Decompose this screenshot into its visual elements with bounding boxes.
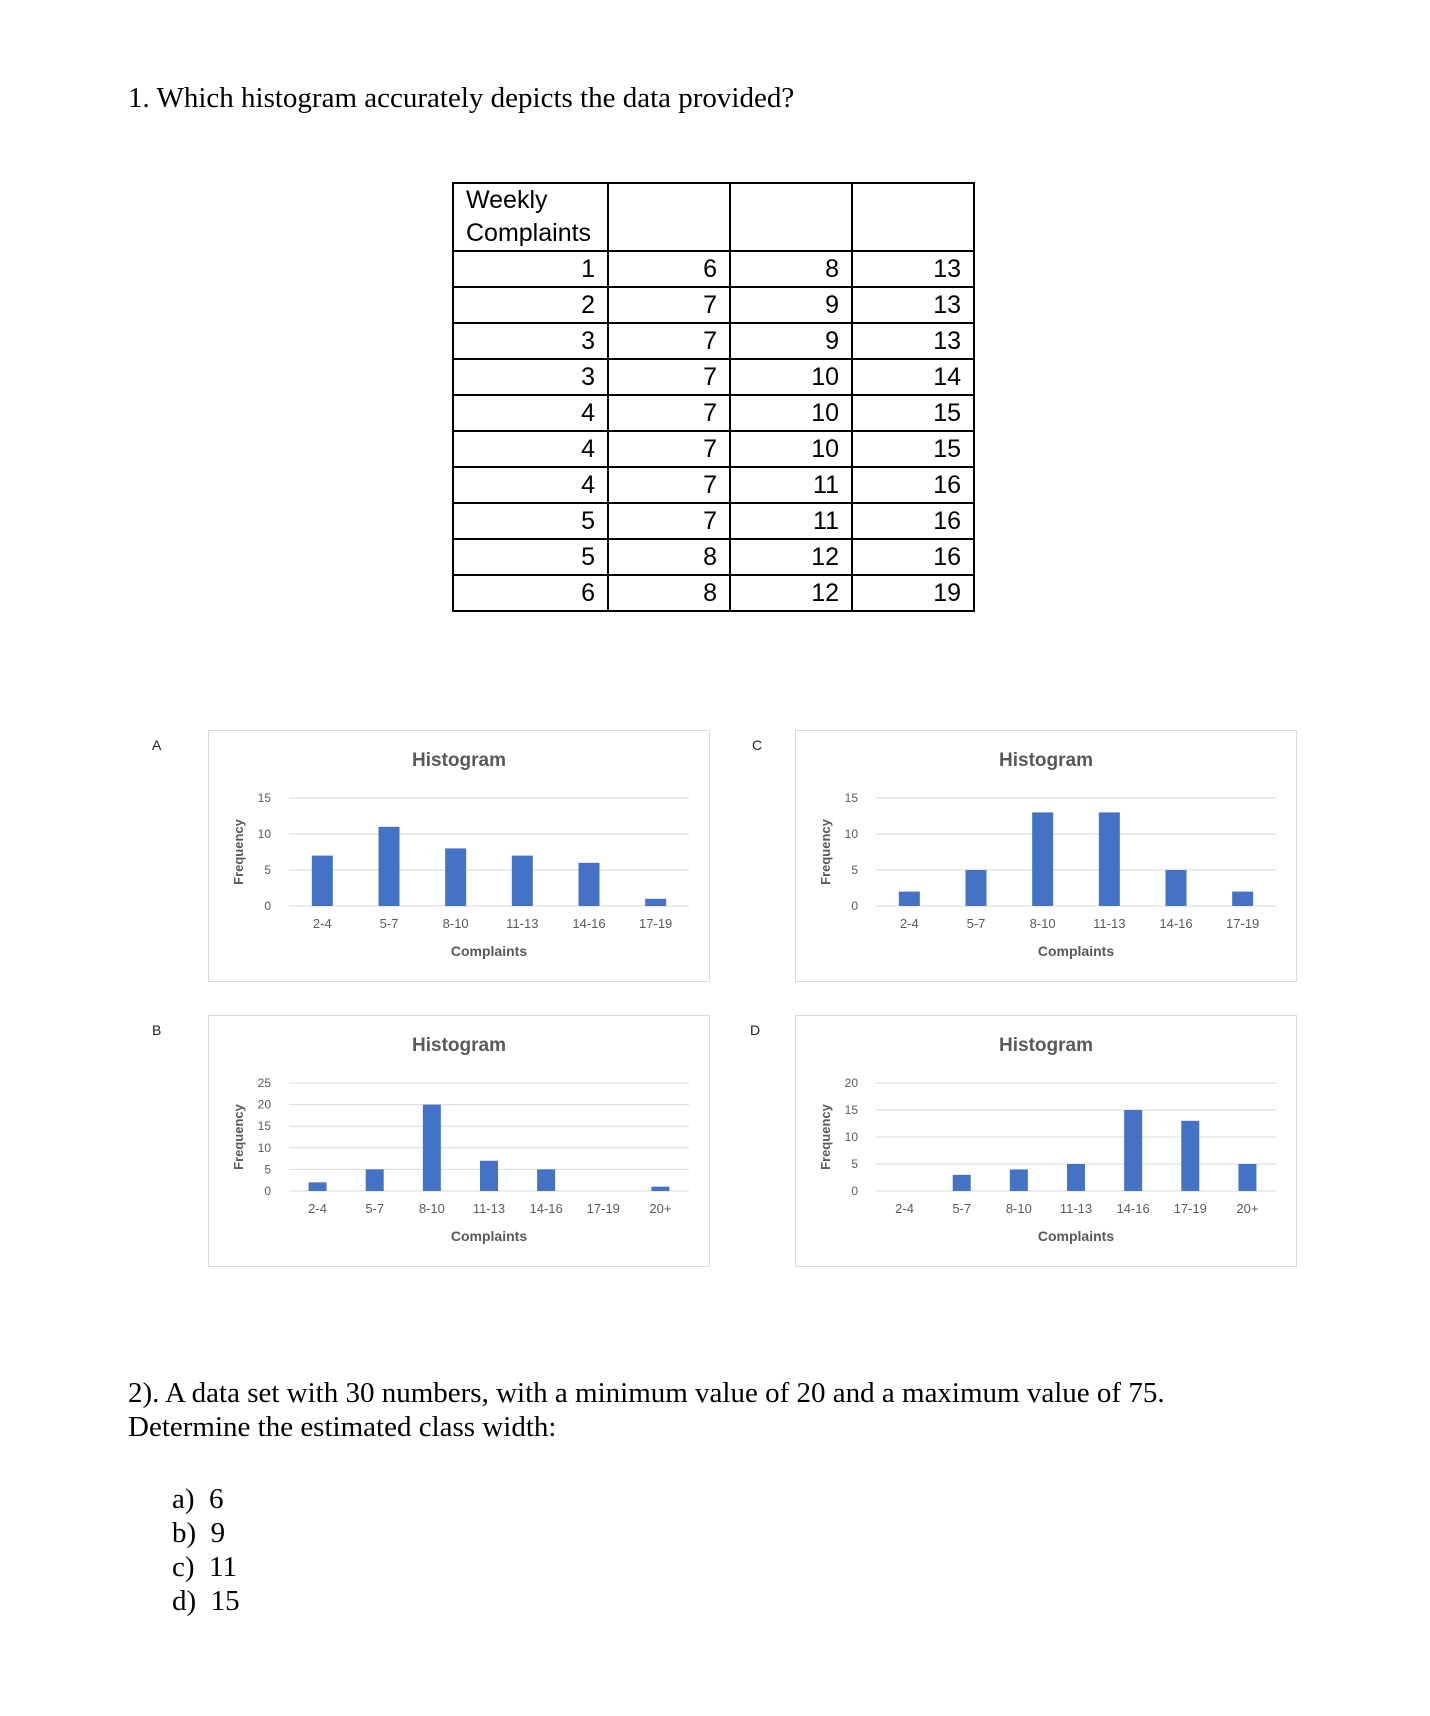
histogram-bar [1010, 1169, 1028, 1191]
y-axis-label: Frequency [231, 819, 246, 885]
histogram-bar [512, 856, 533, 906]
y-axis-label: Frequency [231, 1104, 246, 1170]
y-tick-label: 0 [264, 1184, 271, 1198]
table-header-row [453, 183, 974, 251]
histogram-bar [651, 1187, 669, 1191]
y-tick-label: 0 [851, 899, 858, 913]
histogram-bar [480, 1161, 498, 1191]
y-tick-label: 15 [844, 1103, 858, 1117]
chart-title: Histogram [412, 1035, 506, 1056]
histogram-bar [423, 1105, 441, 1191]
histogram-c [795, 730, 1297, 982]
y-tick-label: 5 [264, 1162, 271, 1177]
x-tick-label: 8-10 [418, 1201, 445, 1216]
header-line-1: Weekly [466, 186, 548, 214]
table-cell: 12 [730, 539, 852, 575]
table-cell: 15 [852, 431, 974, 467]
complaints-table [452, 182, 975, 612]
histogram-bar [645, 899, 666, 906]
table-cell: 9 [730, 287, 852, 323]
y-tick-label: 15 [257, 791, 271, 805]
y-tick-label: 5 [851, 1157, 858, 1171]
x-tick-label: 5-7 [379, 916, 399, 931]
x-tick-label: 2-4 [308, 1201, 327, 1216]
table-row [453, 431, 974, 467]
histogram-bar [379, 827, 400, 906]
table-row [453, 287, 974, 323]
table-header-blank [852, 183, 974, 251]
table-cell: 16 [852, 539, 974, 575]
table-cell: 19 [852, 575, 974, 611]
x-axis-label: Complaints [1037, 943, 1115, 959]
x-tick-label: 20+ [1236, 1201, 1259, 1216]
y-tick-label: 15 [257, 1119, 271, 1134]
table-cell: 2 [453, 287, 608, 323]
histogram-bar [1232, 892, 1253, 906]
x-tick-label: 2-4 [312, 916, 332, 931]
histogram-bar [1166, 870, 1187, 906]
y-tick-label: 15 [844, 791, 858, 805]
choice-a[interactable]: a) 6 [172, 1483, 224, 1515]
x-tick-label: 11-13 [472, 1201, 506, 1216]
x-tick-label: 17-19 [586, 1201, 620, 1216]
table-row [453, 539, 974, 575]
y-tick-label: 5 [264, 863, 271, 877]
choice-b[interactable]: b) 9 [172, 1517, 226, 1549]
table-cell: 10 [730, 359, 852, 395]
table-cell: 16 [852, 467, 974, 503]
x-tick-label: 14-16 [572, 916, 606, 931]
x-tick-label: 17-19 [1173, 1201, 1207, 1216]
histogram-bar [309, 1182, 327, 1191]
histogram-bar [966, 870, 987, 906]
table-cell: 7 [608, 503, 730, 539]
table-cell: 10 [730, 395, 852, 431]
x-tick-label: 20+ [649, 1201, 672, 1216]
histogram-bar [1238, 1164, 1256, 1191]
histogram-bar [537, 1169, 555, 1191]
table-cell: 13 [852, 251, 974, 287]
x-tick-label: 14-16 [1159, 916, 1193, 931]
y-tick-label: 20 [844, 1076, 858, 1090]
x-axis-label: Complaints [1037, 1228, 1115, 1244]
table-cell: 7 [608, 431, 730, 467]
histogram-bar [1067, 1164, 1085, 1191]
table-row [453, 323, 974, 359]
table-cell: 11 [730, 503, 852, 539]
histogram-d [795, 1015, 1297, 1267]
histogram-b [208, 1015, 710, 1267]
table-cell: 4 [453, 467, 608, 503]
x-tick-label: 11-13 [506, 916, 539, 931]
table-cell: 9 [730, 323, 852, 359]
chart-title: Histogram [412, 750, 506, 771]
x-axis-label: Complaints [450, 1228, 528, 1244]
table-cell: 7 [608, 323, 730, 359]
histogram-a [208, 730, 710, 982]
question-2-line-1: 2). A data set with 30 numbers, with a minimum value of 20 and a maximum value of 75. [128, 1377, 1165, 1409]
histogram-bar [579, 863, 600, 906]
table-cell: 7 [608, 467, 730, 503]
choice-d[interactable]: d) 15 [172, 1585, 240, 1617]
table-cell: 10 [730, 431, 852, 467]
table-header-cell [453, 183, 608, 251]
table-cell: 12 [730, 575, 852, 611]
table-cell: 5 [453, 503, 608, 539]
y-tick-label: 0 [851, 1184, 858, 1198]
option-letter-c: C [752, 737, 763, 753]
table-row [453, 503, 974, 539]
y-axis-label: Frequency [818, 1104, 833, 1170]
table-cell: 1 [453, 251, 608, 287]
question-1: 1. Which histogram accurately depicts the data provided? [128, 82, 795, 114]
y-axis-label: Frequency [818, 819, 833, 885]
option-letter-a: A [152, 737, 162, 753]
table-row [453, 251, 974, 287]
x-tick-label: 17-19 [639, 916, 673, 931]
answer-choices [172, 1482, 240, 1618]
table-cell: 7 [608, 395, 730, 431]
table-header-blank [608, 183, 730, 251]
chart-title: Histogram [999, 750, 1093, 771]
question-2-line-2: Determine the estimated class width: [128, 1411, 557, 1443]
table-cell: 6 [453, 575, 608, 611]
table-row [453, 395, 974, 431]
header-line-2: Complaints [466, 219, 592, 247]
x-tick-label: 2-4 [895, 1201, 914, 1216]
table-cell: 8 [608, 539, 730, 575]
histogram-bar [953, 1175, 971, 1191]
table-cell: 3 [453, 359, 608, 395]
x-tick-label: 8-10 [442, 916, 469, 931]
table-cell: 5 [453, 539, 608, 575]
y-tick-label: 20 [257, 1097, 271, 1112]
histogram-bar [899, 892, 920, 906]
histogram-bar [1181, 1121, 1199, 1191]
histogram-bar [312, 856, 333, 906]
table-row [453, 359, 974, 395]
x-tick-label: 14-16 [1116, 1201, 1150, 1216]
table-header-blank [730, 183, 852, 251]
table-row [453, 575, 974, 611]
table-cell: 15 [852, 395, 974, 431]
y-tick-label: 10 [257, 827, 271, 841]
table-cell: 7 [608, 287, 730, 323]
table-cell: 14 [852, 359, 974, 395]
table-row [453, 467, 974, 503]
x-tick-label: 2-4 [899, 916, 919, 931]
table-cell: 4 [453, 395, 608, 431]
table-cell: 3 [453, 323, 608, 359]
table-cell: 6 [608, 251, 730, 287]
table-cell: 7 [608, 359, 730, 395]
y-tick-label: 0 [264, 899, 271, 913]
y-tick-label: 10 [844, 1130, 858, 1144]
question-2 [128, 1376, 1165, 1444]
y-tick-label: 10 [844, 827, 858, 841]
histogram-bar [1032, 812, 1053, 906]
x-tick-label: 14-16 [529, 1201, 563, 1216]
x-tick-label: 5-7 [966, 916, 986, 931]
chart-title: Histogram [999, 1035, 1093, 1056]
table-cell: 4 [453, 431, 608, 467]
option-letter-b: B [152, 1022, 162, 1038]
choice-c[interactable]: c) 11 [172, 1551, 237, 1583]
histogram-bar [366, 1169, 384, 1191]
x-tick-label: 5-7 [952, 1201, 972, 1216]
table-cell: 16 [852, 503, 974, 539]
x-tick-label: 5-7 [365, 1201, 385, 1216]
x-tick-label: 17-19 [1226, 916, 1260, 931]
histogram-bar [445, 848, 466, 906]
x-axis-label: Complaints [450, 943, 528, 959]
option-letter-d: D [750, 1022, 761, 1038]
table-cell: 13 [852, 287, 974, 323]
table-cell: 8 [608, 575, 730, 611]
y-tick-label: 10 [257, 1140, 271, 1155]
table-cell: 11 [730, 467, 852, 503]
histogram-bar [1124, 1110, 1142, 1191]
y-tick-label: 5 [851, 863, 858, 877]
x-tick-label: 8-10 [1029, 916, 1056, 931]
table-cell: 13 [852, 323, 974, 359]
histogram-bar [1099, 812, 1120, 906]
x-tick-label: 11-13 [1093, 916, 1126, 931]
y-tick-label: 25 [257, 1076, 271, 1090]
x-tick-label: 8-10 [1005, 1201, 1032, 1216]
x-tick-label: 11-13 [1059, 1201, 1093, 1216]
table-cell: 8 [730, 251, 852, 287]
